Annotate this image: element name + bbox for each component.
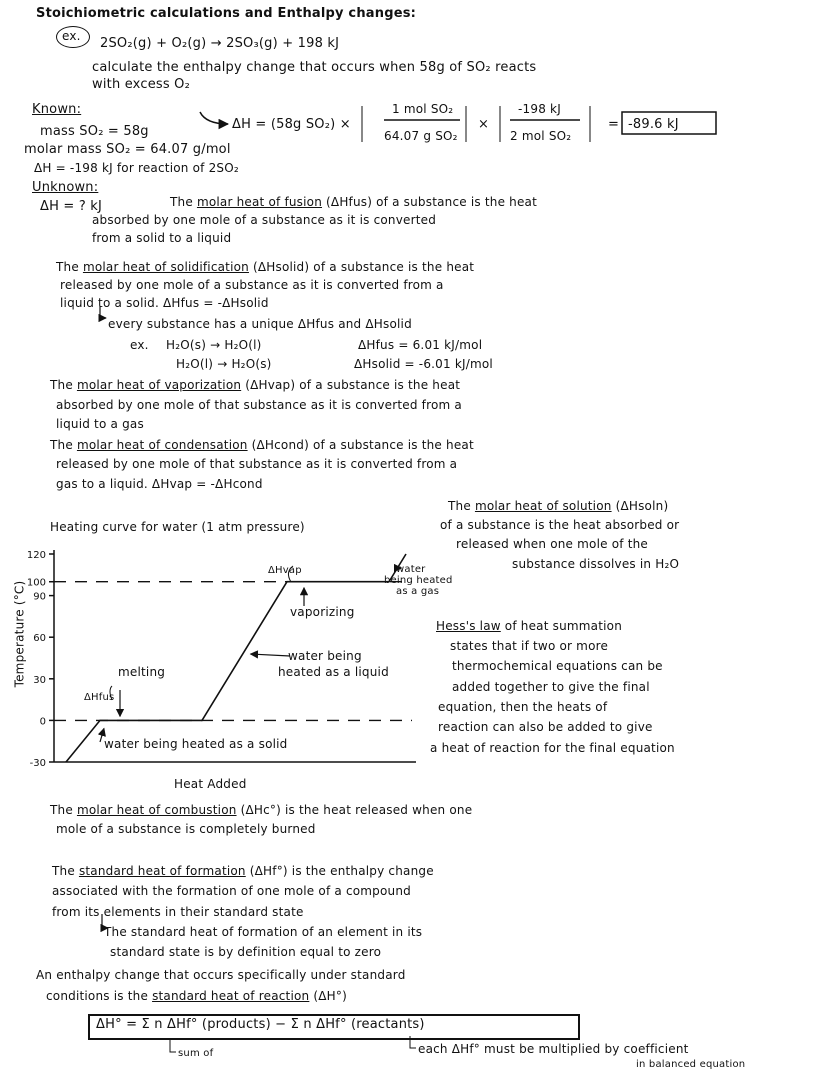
condensation-line-3: gas to a liquid. ΔHvap = -ΔHcond [56,476,263,492]
known-item-dh: ΔH = -198 kJ for reaction of 2SO₂ [34,160,239,176]
vaporization-term: molar heat of vaporization [77,378,241,392]
solidification-line-2: released by one mole of a substance as it is converted from a [60,277,444,293]
unique-bullet-arrow [100,306,106,318]
condensation-line-2: released by one mole of that substance as it is converted from a [56,456,457,472]
hess-line-7: a heat of reaction for the final equation [430,740,675,756]
calc-equals: = [608,117,619,133]
vaporization-rest: (ΔHvap) of a substance is the heat [245,378,460,392]
chart-y-tick-label: 0 [40,716,46,727]
fusion-line-3: from a solid to a liquid [92,230,231,246]
reaction-line-2 [46,988,347,1004]
formation-line-4: The standard heat of formation of an element in its [104,924,422,940]
vaporization-line-2: absorbed by one mole of that substance as it is converted from a [56,397,462,413]
combustion-lead: The [50,803,73,817]
condensation-rest: (ΔHcond) of a substance is the heat [252,438,474,452]
solidification-line-4: every substance has a unique ΔHfus and ΔHsolid [108,316,412,332]
chart-annotation-dh-vap: ΔHvap [268,563,302,579]
solution-term: molar heat of solution [475,499,612,513]
solidification-rest: (ΔHsolid) of a substance is the heat [253,260,474,274]
chart-x-label: Heat Added [174,776,247,792]
formation-line-1 [52,863,434,879]
fusion-line-2: absorbed by one mole of a substance as it is converted [92,212,436,228]
vaporization-lead: The [50,378,73,392]
solution-rest: (ΔHsoln) [616,499,669,513]
condensation-lead: The [50,438,73,452]
chart-annotation-dh-fus: ΔHfus [84,690,114,706]
formation-rest: (ΔHf°) is the enthalpy change [250,864,434,878]
solidification-ex-label: ex. [130,337,149,353]
solution-line-2: of a substance is the heat absorbed or [440,517,679,533]
formula-note-each-1: each ΔHf° must be multiplied by coefficient [418,1041,689,1057]
fusion-rest: (ΔHfus) of a substance is the heat [326,195,537,209]
combustion-line-1 [50,802,472,818]
chart-y-tick-label: 100 [27,578,46,589]
hess-line-4: added together to give the final [452,679,650,695]
known-item-mass: mass SO₂ = 58g [40,124,149,140]
combustion-term: molar heat of combustion [77,803,237,817]
frac2-numerator: -198 kJ [518,101,561,117]
known-label: Known: [32,102,81,118]
example-reaction: 2SO₂(g) + O₂(g) → 2SO₃(g) + 198 kJ [100,36,339,52]
combustion-line-2: mole of a substance is completely burned [56,821,316,837]
chart-annotation-liquid-1: water being [288,648,362,664]
chart-annotation-gas-1: water [396,562,426,578]
reaction-term: standard heat of reaction [152,989,309,1003]
unknown-label: Unknown: [32,180,98,196]
chart-annotation-vaporizing: vaporizing [290,604,355,620]
chart-y-tick-label: 30 [33,675,46,686]
chart-y-tick-label: 60 [33,633,46,644]
reaction-line-2-post: (ΔH°) [313,989,347,1003]
hess-line-3: thermochemical equations can be [452,658,663,674]
known-item-molar-mass: molar mass SO₂ = 64.07 g/mol [24,142,231,158]
condensation-term: molar heat of condensation [77,438,248,452]
hess-line-1 [436,618,622,634]
chart-annotation-gas-2: being heated [384,573,453,589]
hess-line-5: equation, then the heats of [438,699,607,715]
formula: ΔH° = Σ n ΔHf° (products) − Σ n ΔHf° (reactants) [96,1017,425,1033]
formation-lead: The [52,864,75,878]
chart-annotation-solid: water being heated as a solid [104,736,288,752]
formation-line-2: associated with the formation of one mole of a compound [52,883,411,899]
calc-answer: -89.6 kJ [628,117,679,133]
solidification-ex-val-1: ΔHfus = 6.01 kJ/mol [358,337,482,353]
formation-line-5: standard state is by definition equal to zero [110,944,381,960]
solidification-ex-eq-1: H₂O(s) → H₂O(l) [166,337,262,353]
vaporization-line-3: liquid to a gas [56,416,144,432]
solution-line-4: substance dissolves in H₂O [512,556,679,572]
solidification-line-3: liquid to a solid. ΔHfus = -ΔHsolid [60,295,269,311]
chart-annotation-liquid-2: heated as a liquid [278,664,389,680]
hess-rest: of heat summation [505,619,622,633]
example-prompt-2: with excess O₂ [92,77,190,93]
reaction-line-2-pre: conditions is the [46,989,148,1003]
chart-annotation-melting: melting [118,664,165,680]
hess-line-6: reaction can also be added to give [438,719,653,735]
solidification-lead: The [56,260,79,274]
fusion-lead: The [170,195,193,209]
hess-line-2: states that if two or more [450,638,608,654]
frac1-denominator: 64.07 g SO₂ [384,128,458,144]
solidification-ex-eq-2: H₂O(l) → H₂O(s) [176,356,272,372]
hess-term: Hess's law [436,619,501,633]
example-badge: ex. [62,28,81,44]
example-prompt-1: calculate the enthalpy change that occurs when 58g of SO₂ reacts [92,60,536,76]
chart-y-tick-label: 90 [33,592,46,603]
formula-note-sum: sum of [178,1046,213,1062]
frac2-denominator: 2 mol SO₂ [510,128,571,144]
chart-y-tick-label: -30 [30,758,46,769]
known-to-calc-arrow [200,112,228,124]
sum-note-hook [170,1038,176,1052]
reaction-line-1: An enthalpy change that occurs specifically under standard [36,967,406,983]
calc-prefix: ΔH = (58g SO₂) × [232,117,351,133]
fusion-term: molar heat of fusion [197,195,322,209]
chart-annotation-gas-3: as a gas [396,584,439,600]
page-title: Stoichiometric calculations and Enthalpy changes: [36,6,416,22]
chart-y-tick-label: 120 [27,550,46,561]
solution-lead: The [448,499,471,513]
frac1-numerator: 1 mol SO₂ [392,101,453,117]
solidification-term: molar heat of solidification [83,260,249,274]
chart-y-label: Temperature (°C) [11,581,27,688]
formula-note-each-2: in balanced equation [636,1057,745,1073]
answer-box [622,112,716,134]
unknown-item: ΔH = ? kJ [40,199,102,215]
solidification-ex-val-2: ΔHsolid = -6.01 kJ/mol [354,356,493,372]
formation-line-3: from its elements in their standard state [52,904,304,920]
chart-title: Heating curve for water (1 atm pressure) [50,519,305,535]
combustion-rest: (ΔHc°) is the heat released when one [241,803,473,817]
calc-times: × [478,117,489,133]
solution-line-3: released when one mole of the [456,536,648,552]
liquid-heating-arrow [251,654,291,656]
formation-term: standard heat of formation [79,864,246,878]
